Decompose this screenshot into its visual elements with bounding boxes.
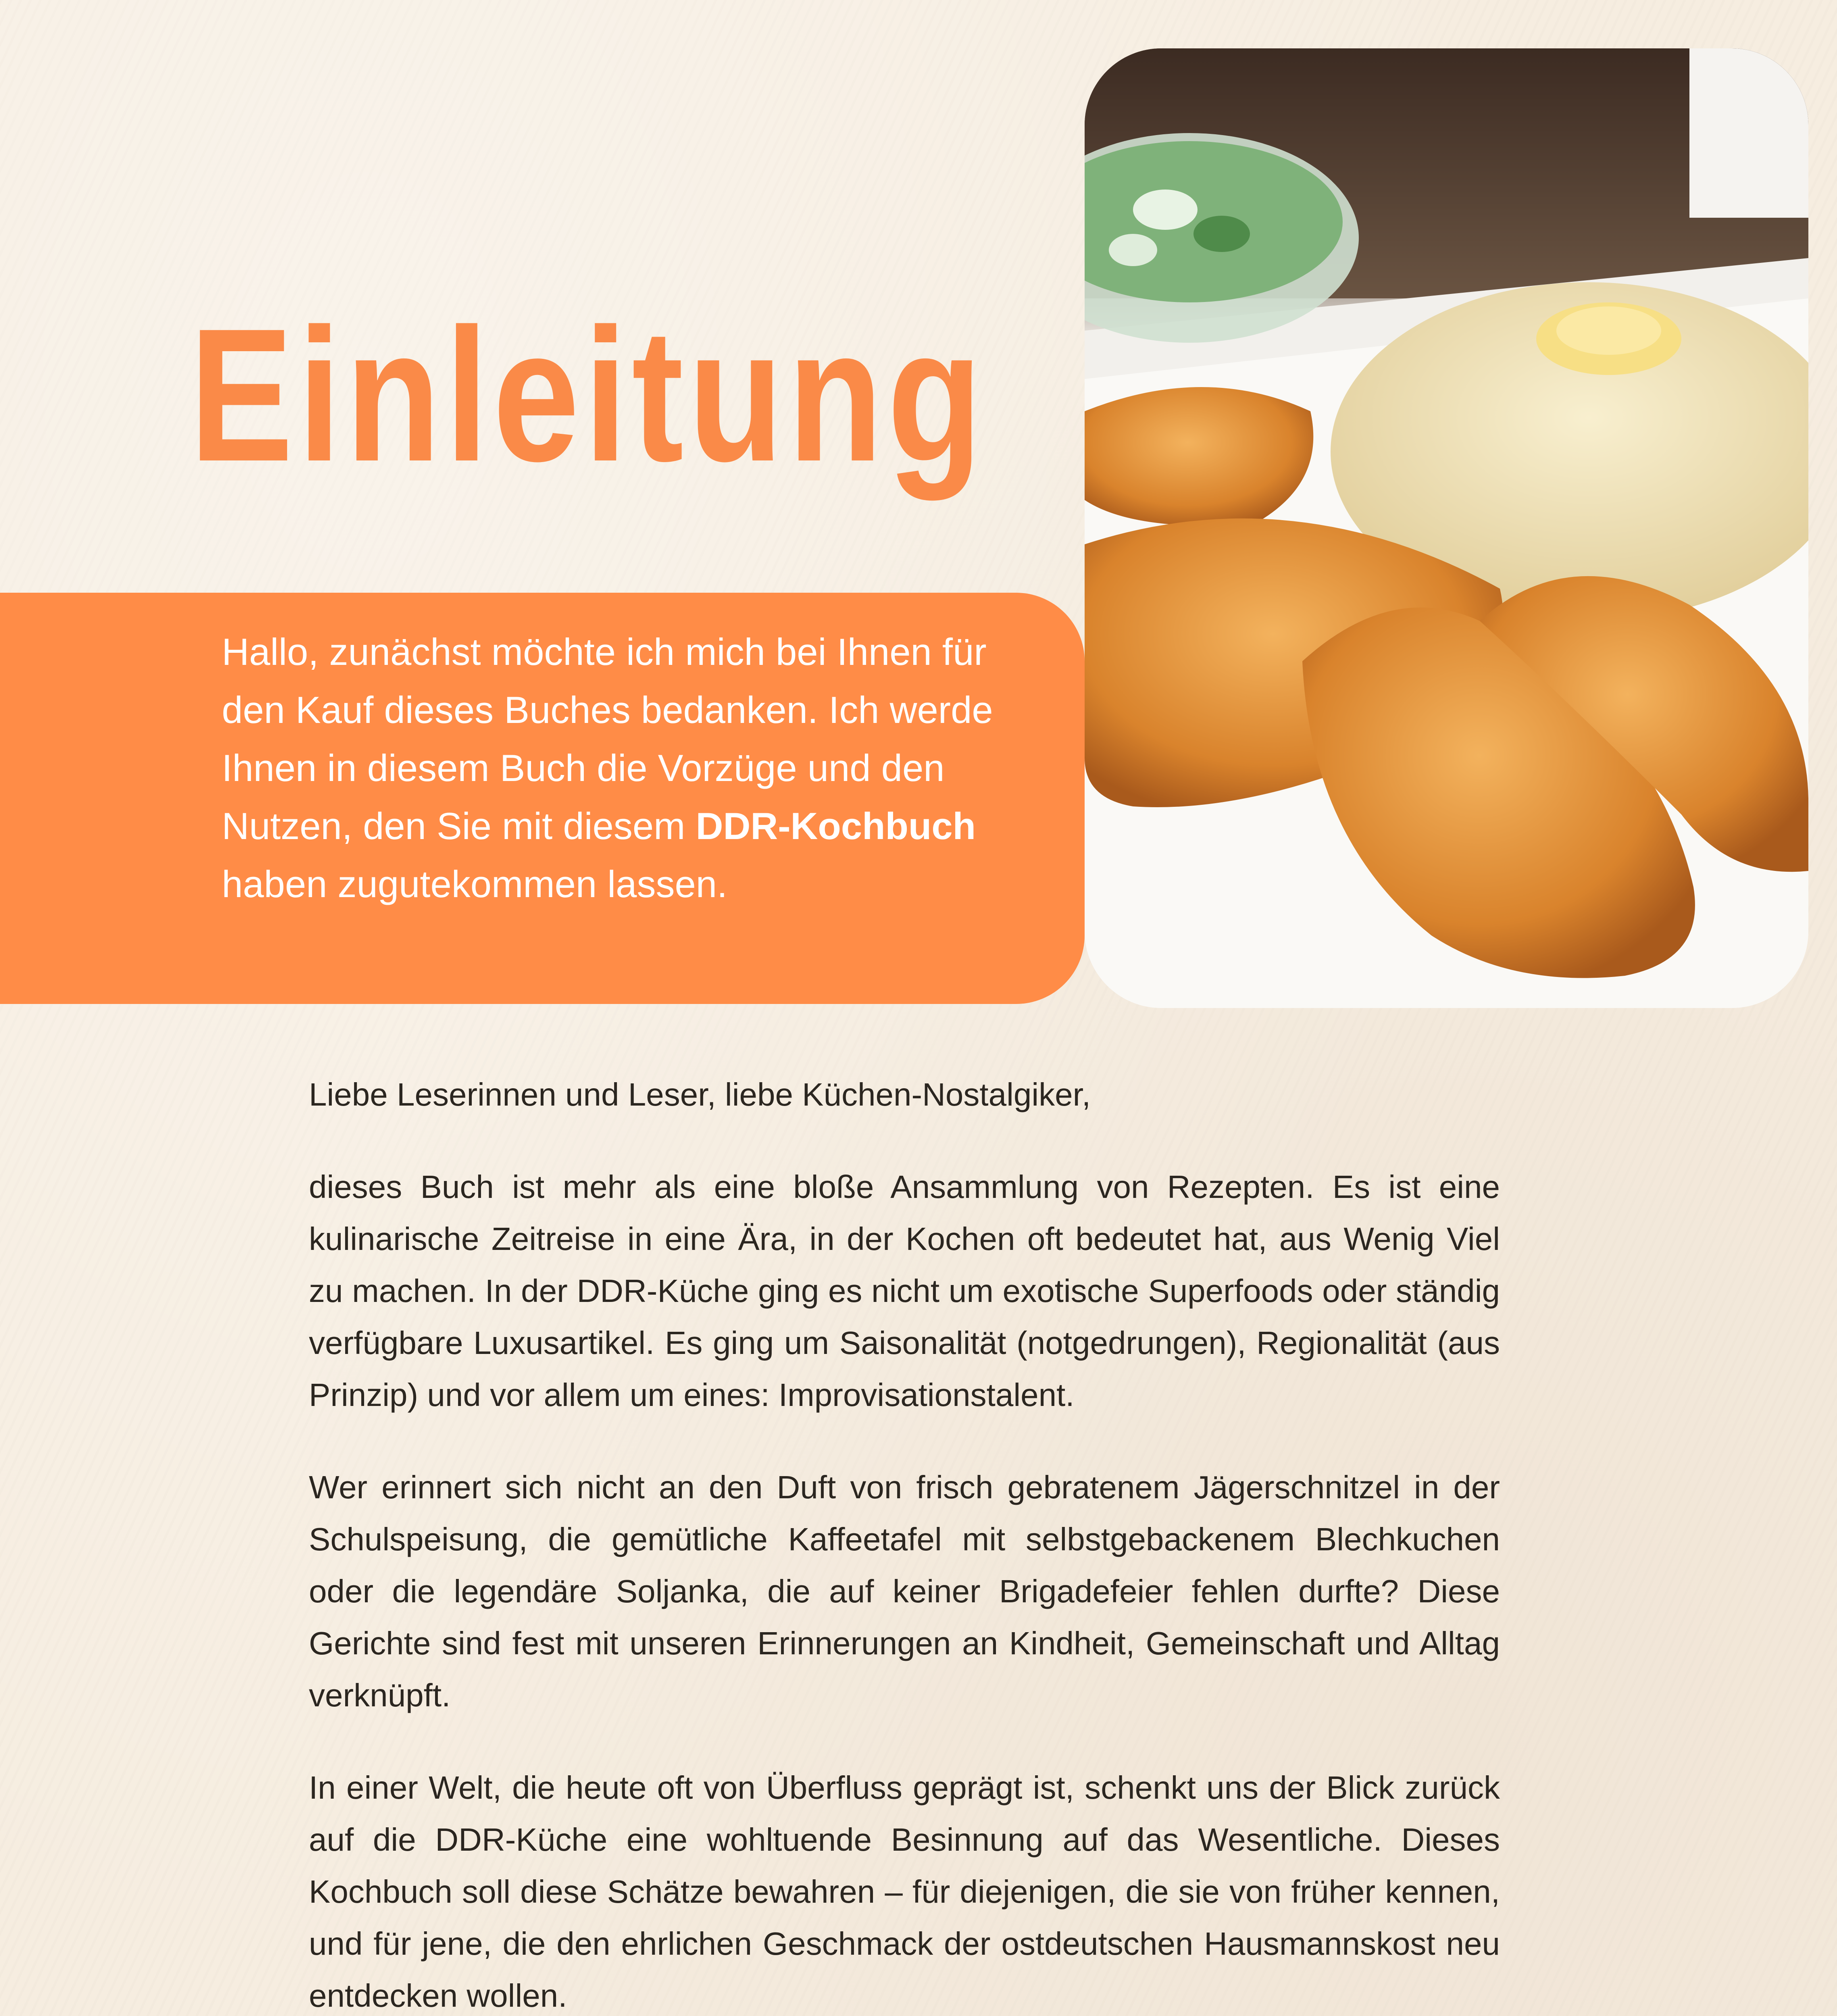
page-title: Einleitung [190, 289, 987, 501]
paragraph-greeting: Liebe Leserinnen und Leser, liebe Küchen-Nostalgiker, [309, 1077, 1091, 1112]
intro-bold: DDR-Kochbuch [696, 805, 976, 847]
intro-text-before: Hallo, zunächst möchte ich mich bei Ihnen für den Kauf dieses Buches bedanken. Ich werde Ihnen in diesem Buch die Vorzüge und den Nutzen, den Sie mit diesem [222, 631, 993, 847]
food-photo-illustration [1085, 48, 1808, 1008]
paragraph-1: dieses Buch ist mehr als eine bloße Ansammlung von Rezepten. Es ist eine kulinarische Zeitreise in eine Ära, in der Kochen oft bedeutet hat, aus Wenig Viel zu machen. In der DDR-Küche ging es nicht um exotische Superfoods oder ständig verfügbare Luxusartikel. Es ging um Saisonalität (notgedrungen), Regionalität (aus Prinzip) und vor allem um eines: Improvisationstalent. [309, 1169, 1500, 1413]
paragraph-3: In einer Welt, die heute oft von Überfluss geprägt ist, schenkt uns der Blick zurück auf die DDR-Küche eine wohltuende Besinnung auf das Wesentliche. Dieses Kochbuch soll diese Schätze bewahren – für diejenigen, die sie von früher kennen, und für jene, die den ehrlichen Geschmack der ostdeutschen Hausmannskost neu entdecken wollen. [309, 1770, 1500, 2014]
paragraph-2: Wer erinnert sich nicht an den Duft von frisch gebratenem Jägerschnitzel in der Schulspeisung, die gemütliche Kaffeetafel mit selbstgebackenem Blechkuchen oder die legendäre Soljanka, die auf keiner Brigadefeier fehlen durfte? Diese Gerichte sind fest mit unseren Erinnerungen an Kindheit, Gemeinschaft und Alltag verknüpft. [309, 1469, 1500, 1713]
food-photo-icon [1085, 48, 1808, 1008]
intro-text [222, 623, 1048, 913]
body-text [309, 1068, 1500, 2016]
intro-text-after: haben zugutekommen lassen. [222, 863, 728, 905]
